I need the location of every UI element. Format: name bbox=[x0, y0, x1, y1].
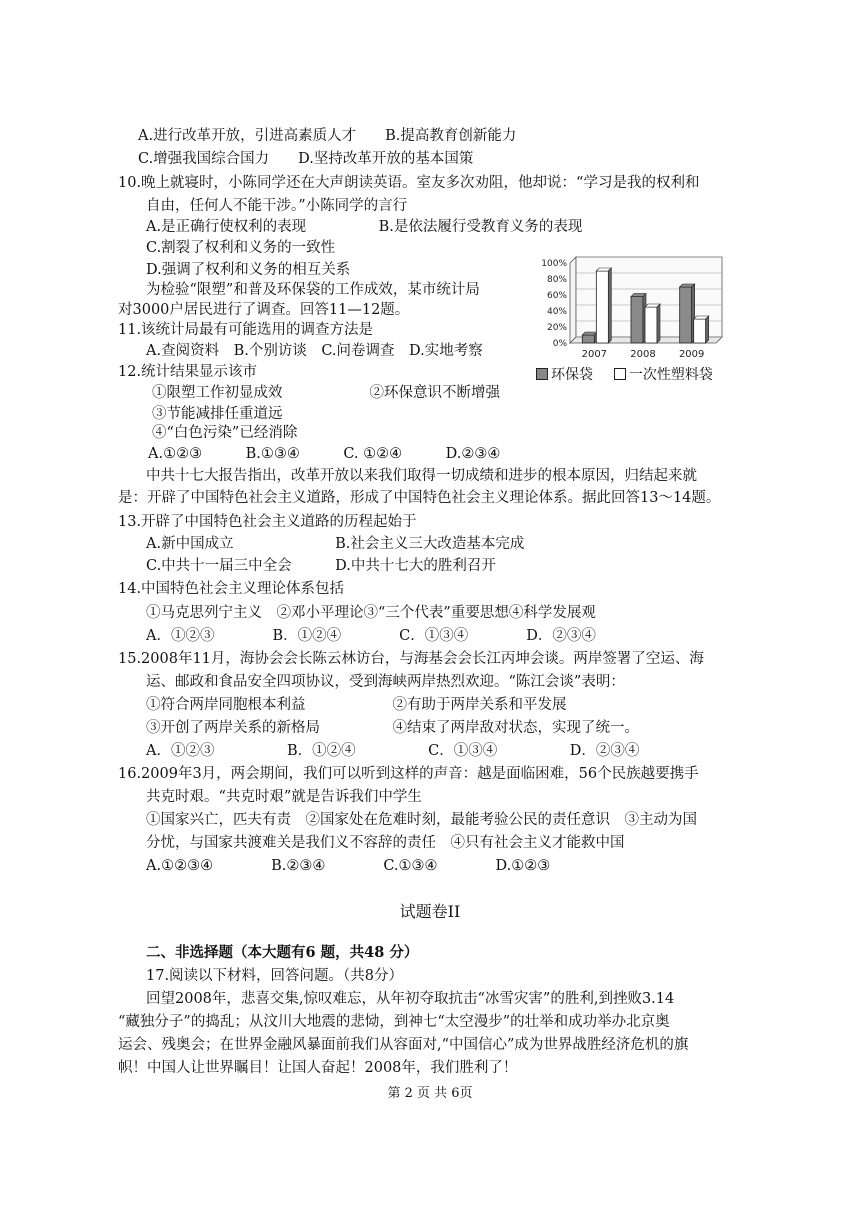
q17-material-3: 运会、残奥会；在世界金融风暴面前我们从容面对,“中国信心”成为世界战胜经济危机的旗 bbox=[118, 1037, 689, 1053]
q16-stem-2: 共克时艰。“共克时艰”就是告诉我们中学生 bbox=[146, 789, 422, 805]
q10-options-ab: A.是正确行使权利的表现 B.是依法履行受教育义务的表现 bbox=[146, 219, 583, 235]
q9-options-cd: C.增强我国综合国力 D.坚持改革开放的基本国策 bbox=[138, 151, 474, 167]
q12-stem: 12.统计结果显示该市 bbox=[118, 364, 258, 380]
q13-options-cd: C.中共十一届三中全会 D.中共十七大的胜利召开 bbox=[146, 558, 496, 574]
q15-options: A．①②③ B．①②④ C．①③④ D．②③④ bbox=[146, 743, 640, 759]
q15-stem-2: 运、邮政和食品安全四项协议，受到海峡两岸热烈欢迎。“陈江会谈”表明： bbox=[146, 674, 625, 690]
q17-stem: 17.阅读以下材料，回答问题。（共8分） bbox=[146, 968, 404, 984]
chart-y-tick-label: 0% bbox=[552, 339, 567, 349]
q16-items-1: ①国家兴亡，匹夫有责 ②国家处在危难时刻，最能考验公民的责任意识 ③主动为国 bbox=[146, 812, 697, 828]
q9-options-ab: A.进行改革开放，引进高素质人才 B.提高教育创新能力 bbox=[138, 128, 517, 144]
q13-options-ab: A.新中国成立 B.社会主义三大改造基本完成 bbox=[146, 536, 525, 552]
q14-items: ①马克思列宁主义 ②邓小平理论③“三个代表”重要思想④科学发展观 bbox=[146, 605, 596, 621]
q10-stem-1: 10.晚上就寝时，小陈同学还在大声朗读英语。室友多次劝阻，他却说：“学习是我的权利和 bbox=[118, 175, 700, 191]
q12-items-12: ①限塑工作初显成效 ②环保意识不断增强 bbox=[152, 385, 500, 401]
q16-stem-1: 16.2009年3月，两会期间，我们可以听到这样的声音：越是面临困难，56个民族越要携手 bbox=[118, 766, 699, 782]
q14-stem: 14.中国特色社会主义理论体系包括 bbox=[118, 581, 345, 597]
legend-label-plastic-bag: 一次性塑料袋 bbox=[628, 367, 713, 383]
chart-legend bbox=[536, 364, 713, 384]
chart-y-tick-label: 40% bbox=[546, 307, 567, 317]
chart-bar bbox=[582, 335, 594, 343]
chart-bar-side bbox=[657, 304, 660, 343]
q17-material-1: 回望2008年，悲喜交集,惊叹难忘，从年初夺取抗击“冰雪灾害”的胜利,到挫败3.14 bbox=[146, 991, 675, 1007]
q15-items-34: ③开创了两岸关系的新格局 ④结束了两岸敌对状态，实现了统一。 bbox=[146, 720, 639, 736]
q10-option-d: D.强调了权利和义务的相互关系 bbox=[146, 262, 351, 278]
material-2-line-2: 是：开辟了中国特色社会主义道路，形成了中国特色社会主义理论体系。据此回答13～14题。 bbox=[118, 490, 721, 506]
material-intro-1: 为检验“限塑”和普及环保袋的工作成效，某市统计局 bbox=[146, 282, 480, 298]
chart-x-tick-label: 2007 bbox=[581, 349, 608, 359]
chart-bar bbox=[694, 319, 706, 343]
legend-swatch-eco-bag bbox=[536, 368, 548, 380]
q14-options: A．①②③ B．①②④ C．①③④ D．②③④ bbox=[146, 628, 596, 644]
page-footer: 第 2 页 共 6页 bbox=[387, 1086, 473, 1101]
q13-stem: 13.开辟了中国特色社会主义道路的历程起始于 bbox=[118, 514, 417, 530]
q15-stem-1: 15.2008年11月，海协会会长陈云林访台，与海基会会长江丙坤会谈。两岸签署了空运、海 bbox=[118, 651, 704, 667]
chart-side-wall bbox=[570, 257, 576, 343]
q11-options: A.查阅资料 B.个别访谈 C.问卷调查 D.实地考察 bbox=[146, 343, 483, 359]
legend-label-eco-bag: 环保袋 bbox=[551, 367, 593, 383]
chart-y-tick-label: 20% bbox=[546, 323, 567, 333]
chart-bar-side bbox=[608, 268, 611, 343]
chart-x-tick-label: 2008 bbox=[630, 349, 656, 359]
chart-bar bbox=[680, 287, 692, 343]
q10-option-c: C.割裂了权利和义务的一致性 bbox=[146, 240, 336, 256]
chart-y-tick-label: 100% bbox=[541, 259, 567, 269]
section-title: 试题卷II bbox=[399, 902, 461, 921]
chart-y-tick-label: 60% bbox=[546, 291, 567, 301]
q12-options: A.①②③ B.①③④ C. ①②④ D.②③④ bbox=[148, 446, 501, 462]
section-heading: 二、非选择题（本大题有6 题，共48 分） bbox=[146, 944, 419, 961]
chart-bar bbox=[596, 271, 608, 343]
legend-swatch-plastic-bag bbox=[614, 368, 626, 380]
material-intro-2: 对3000户居民进行了调查。回答11—12题。 bbox=[118, 302, 410, 318]
q12-item-4: ④“白色污染”已经消除 bbox=[152, 425, 298, 441]
q15-items-12: ①符合两岸同胞根本利益 ②有助于两岸关系和平发展 bbox=[146, 697, 567, 713]
chart-bar bbox=[645, 307, 657, 343]
q17-material-2: “藏独分子”的捣乱；从汶川大地震的悲恸，到神七“太空漫步”的壮举和成功举办北京奥 bbox=[118, 1014, 670, 1030]
q11-stem: 11.该统计局最有可能选用的调查方法是 bbox=[118, 322, 374, 338]
q17-material-4: 帜！中国人让世界瞩目！让国人奋起！2008年，我们胜利了！ bbox=[118, 1060, 518, 1076]
chart-y-tick-label: 80% bbox=[546, 275, 567, 285]
q16-options: A.①②③④ B.②③④ C.①③④ D.①②③ bbox=[146, 858, 551, 874]
chart-svg bbox=[530, 255, 748, 359]
chart-bar bbox=[631, 297, 643, 343]
chart-x-tick-label: 2009 bbox=[678, 349, 705, 359]
q16-items-2: 分忧，与国家共渡难关是我们义不容辞的责任 ④只有社会主义才能救中国 bbox=[146, 835, 625, 851]
chart-bar-side bbox=[706, 316, 709, 343]
material-2-line-1: 中共十七大报告指出，改革开放以来我们取得一切成绩和进步的根本原因，归结起来就 bbox=[146, 468, 697, 484]
q10-stem-2: 自由，任何人不能干涉。”小陈同学的言行 bbox=[146, 198, 408, 214]
q12-item-3: ③节能减排任重道远 bbox=[152, 406, 283, 422]
